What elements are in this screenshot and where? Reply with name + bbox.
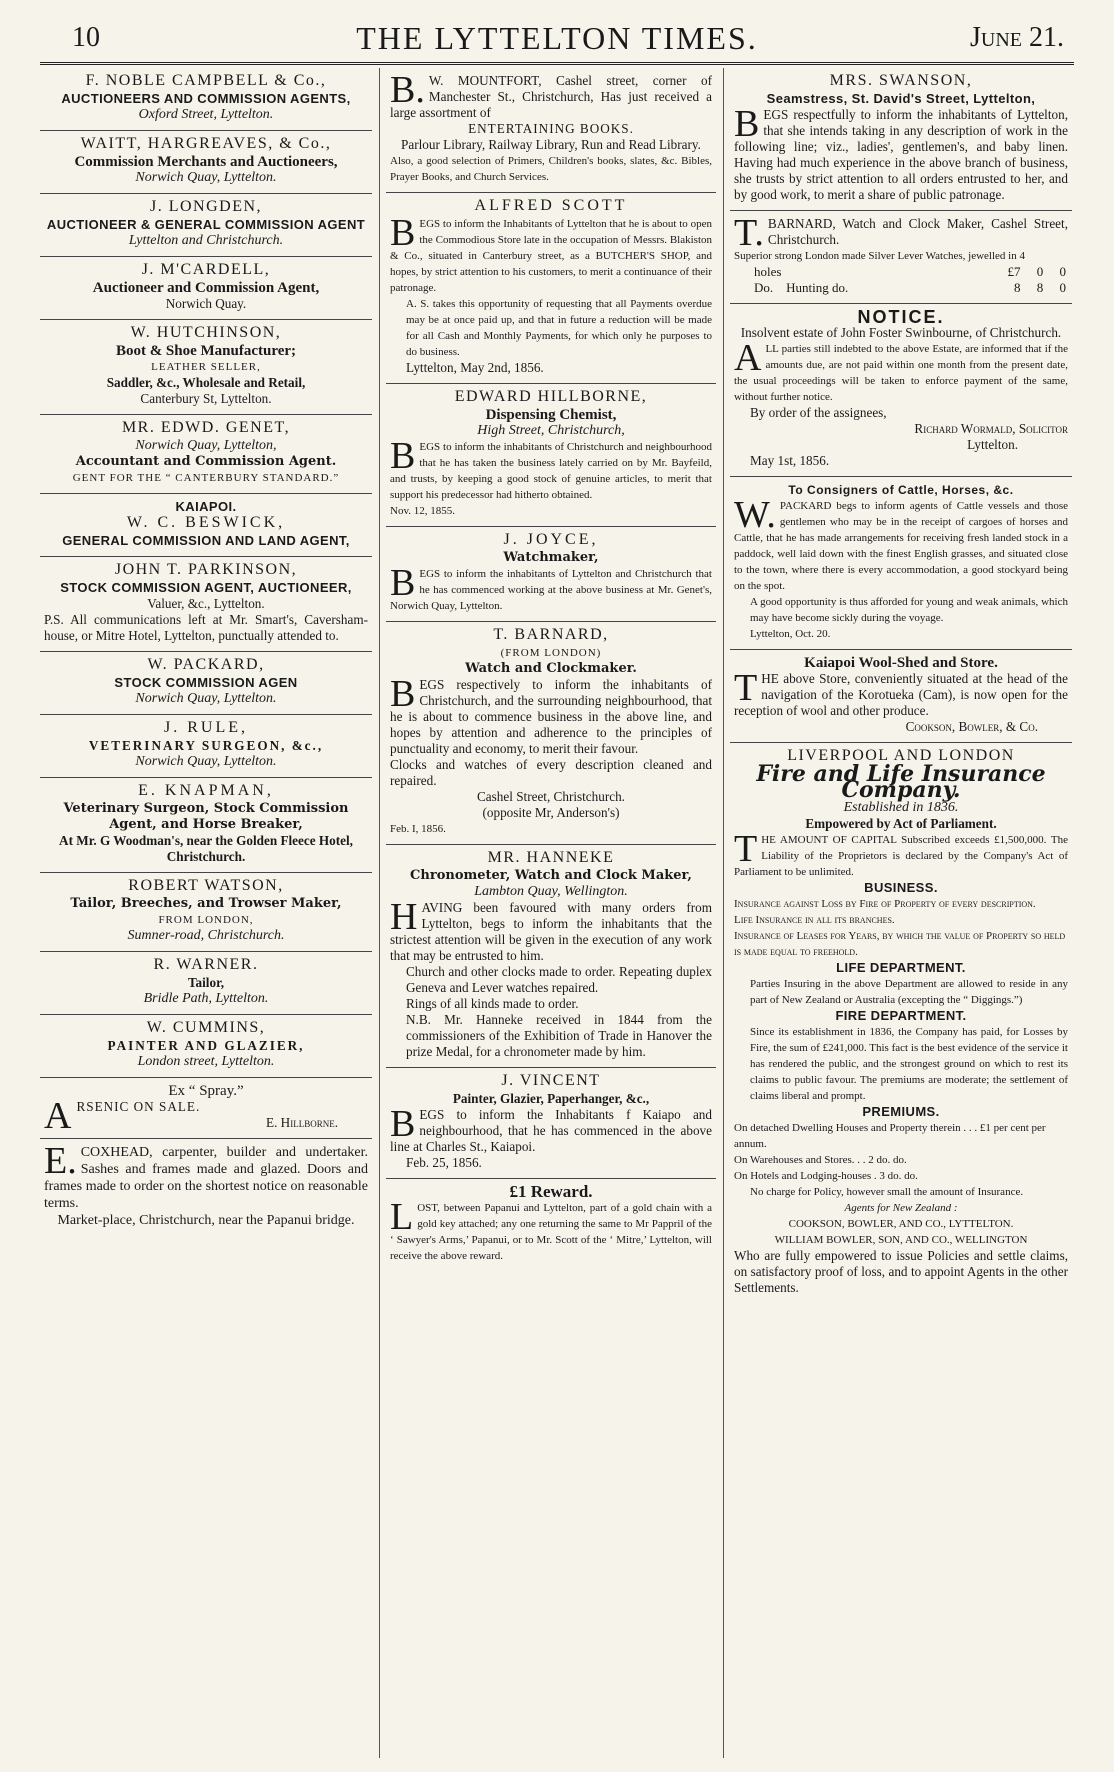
ad-address: Cashel Street, Christchurch. — [477, 789, 625, 804]
ad-title: Watch and Clockmaker. — [465, 661, 637, 676]
ad-body: Parties Insuring in the above Department are allowed to reside in any part of New Zealand or Australia (excepting the “ Diggings.”) — [750, 978, 1068, 1006]
ad-alfred-scott — [386, 193, 716, 384]
ad-name: MRS. SWANSON, — [829, 72, 973, 89]
ad-address: At Mr. G Woodman's, near the Golden Fleece Hotel, Christchurch. — [59, 833, 353, 864]
masthead — [40, 18, 1074, 65]
ad-title: PAINTER AND GLAZIER, — [107, 1038, 305, 1053]
ad-barnard — [386, 622, 716, 845]
ad-beswick — [40, 494, 372, 557]
ad-title: Tailor, — [187, 975, 225, 990]
price-shillings: 0 — [1036, 264, 1044, 279]
ad-knapman — [40, 778, 372, 873]
ad-body: ARSENIC ON SALE. — [44, 1095, 201, 1137]
price-pounds: 8 — [1014, 280, 1021, 295]
section-heading: Agents for New Zealand : — [844, 1202, 958, 1214]
ad-address: Lyttelton and Christchurch. — [128, 233, 284, 248]
ad-body: Since its establishment in 1836, the Company has paid, for Losses by Fire, the sum of £241,000. This fact is the best evidence of the service it has rendered the public, and the strongest ground on which to rest its claims to public favour. The premiums are moderate; the settlement of claims liberal and prompt. — [750, 1026, 1068, 1102]
ad-packard — [40, 652, 372, 715]
ad-address: London street, Lyttelton. — [137, 1054, 275, 1069]
ad-date: Lyttelton, May 2nd, 1856. — [406, 360, 544, 375]
ad-line: Established in 1836. — [843, 800, 959, 815]
ad-noble-campbell — [40, 68, 372, 131]
ad-name: ROBERT WATSON, — [128, 877, 284, 894]
ad-swanson — [730, 68, 1072, 211]
ad-name: LIVERPOOL AND LONDON — [787, 747, 1015, 764]
ad-title: Seamstress, St. David's Street, Lyttelton, — [766, 91, 1036, 106]
ad-address: Lambton Quay, Wellington. — [474, 884, 628, 899]
ad-line: Parlour Library, Railway Library, Run and Read Library. — [401, 137, 701, 152]
ad-date: Feb. I, 1856. — [390, 823, 446, 835]
ad-reward — [386, 1179, 716, 1271]
price-table — [734, 264, 1068, 296]
ad-address: Bridle Path, Lyttelton. — [143, 991, 269, 1006]
ad-kicker: To Consigners of Cattle, Horses, &c. — [788, 483, 1014, 497]
ad-title: STOCK COMMISSION AGEN — [114, 675, 298, 690]
ad-title: STOCK COMMISSION AGENT, AUCTIONEER, — [60, 580, 352, 595]
ad-mountfort — [386, 68, 716, 193]
ad-address: Market-place, Christchurch, near the Papanui bridge. — [57, 1213, 355, 1228]
ad-body: BEGS to inform the Inhabitants f Kaiapo and neighbourhood, that he has commenced in the above line at Charles St., Kaiapoi. — [390, 1103, 712, 1154]
ad-title: Auctioneer and Commission Agent, — [92, 280, 320, 296]
column-3 — [730, 68, 1072, 1758]
section-heading: FIRE DEPARTMENT. — [835, 1008, 967, 1023]
ad-title: VETERINARY SURGEON, &c., — [88, 738, 324, 753]
ad-hutchinson — [40, 320, 372, 415]
ad-line: (FROM LONDON) — [500, 647, 602, 659]
column-2 — [386, 68, 716, 1758]
ad-signer: Cookson, Bowler, & Co. — [905, 719, 1038, 734]
ad-body: Who are fully empowered to issue Policies and settle claims, on satisfactory proof of loss, and to appoint Agents in the other Settlements. — [734, 1248, 1068, 1295]
ad-body: Rings of all kinds made to order. — [406, 996, 579, 1011]
ad-line: FROM LONDON, — [158, 914, 254, 926]
ad-date: Lyttelton, Oct. 20. — [750, 628, 831, 640]
ad-signer: E. Hillborne. — [266, 1115, 338, 1130]
ad-line: Also, a good selection of Primers, Children's books, slates, &c. Bibles, Prayer Books, and Church Services. — [390, 155, 712, 183]
ad-name: MR. EDWD. GENET, — [121, 419, 291, 436]
ad-parkinson — [40, 557, 372, 652]
agent-line: COOKSON, BOWLER, AND CO., LYTTELTON. — [788, 1218, 1014, 1230]
price-shillings: 8 — [1036, 280, 1044, 295]
ad-date: May 1st, 1856. — [750, 453, 830, 468]
ad-packard-cattle — [730, 477, 1072, 650]
ad-body: Church and other clocks made to order. Repeating duplex Geneva and Lever watches repaired. — [406, 964, 712, 995]
ad-body: HAVING been favoured with many orders from Lyttelton, begs to inform the inhabitants that the strictest attention will be given in the execution of any work that may be entrusted to him. — [390, 896, 712, 963]
ad-title: Boot & Shoe Manufacturer; — [115, 343, 297, 359]
ad-body: B.W. MOUNTFORT, Cashel street, corner of Manchester St., Christchurch, Has just received a large assortment of — [390, 69, 712, 120]
business-item: Life Insurance in all its branches. — [734, 914, 895, 926]
ad-address: Norwich Quay, Lyttelton. — [135, 691, 277, 706]
ad-hillborne — [386, 384, 716, 527]
ad-name: MR. HANNEKE — [487, 849, 615, 866]
ad-address: Norwich Quay, Lyttelton. — [135, 170, 277, 185]
ad-name: EDWARD HILLBORNE, — [454, 388, 648, 405]
ad-title: Veterinary Surgeon, Stock Commission Agent, and Horse Breaker, — [63, 801, 349, 832]
ad-body: N.B. Mr. Hanneke received in 1844 from the commissioners of the Exhibition of Trade in Hanover the prize Medal, for a chronometer made by him. — [406, 1012, 712, 1059]
ad-address: Norwich Quay, Lyttelton, — [135, 438, 277, 453]
ad-name: W. HUTCHINSON, — [130, 324, 282, 341]
notice-heading: NOTICE. — [857, 307, 945, 327]
ad-name: J. JOYCE, — [503, 531, 599, 548]
ad-title: £1 Reward. — [509, 1182, 593, 1201]
ad-vincent — [386, 1068, 716, 1179]
ad-name: JOHN T. PARKINSON, — [114, 561, 298, 578]
ad-address: Norwich Quay. — [165, 296, 247, 311]
price-row — [734, 280, 1068, 296]
ad-notice — [730, 304, 1072, 477]
ad-date: Nov. 12, 1855. — [390, 505, 455, 517]
ad-joyce — [386, 527, 716, 622]
ad-body: BEGS respectfully to inform the inhabitants of Lyttelton, that she intends taking in any description of work in the following line; viz., ladies', gentlemen's, and baby linen. Having had much experience in the above branch of business, she trusts by strict attention to all orders entrusted to her, and by good work, to merit a share of public patronage. — [734, 103, 1068, 202]
ad-date: Feb. 25, 1856. — [406, 1155, 482, 1170]
ad-name: J. VINCENT — [501, 1072, 601, 1089]
ad-title: ENTERTAINING BOOKS. — [468, 121, 634, 136]
ad-waitt-hargreaves — [40, 131, 372, 194]
ad-title: Commission Merchants and Auctioneers, — [74, 154, 338, 170]
ad-rule — [40, 715, 372, 778]
ad-title: Fire and Life Insurance Company. — [756, 761, 1046, 803]
ad-line: Valuer, &c., Lyttelton. — [147, 596, 265, 611]
business-item: Insurance of Leases for Years, by which the value of Property so held is made equal to freehold. — [734, 930, 1066, 958]
ad-line: GENT FOR THE “ CANTERBURY STANDARD.” — [72, 472, 340, 484]
ad-body: P.S. All communications left at Mr. Smart's, Caversham-house, or Mitre Hotel, Lyttelton, punctually attended to. — [44, 612, 368, 643]
ad-watson — [40, 873, 372, 952]
ad-body: BEGS to inform the inhabitants of Christchurch and neighbourhood that he has taken the business lately carried on by Mr. Bayfeild, and trusts, by keeping a good stock of genuine articles, to merit that support his predecessor had hitherto obtained. — [390, 435, 712, 501]
ad-name: W. C. BESWICK, — [126, 514, 286, 531]
ad-woolshed — [730, 650, 1072, 743]
section-heading: BUSINESS. — [864, 880, 938, 895]
ad-body: ALL parties still indebted to the above Estate, are informed that if the amounts due, are not paid within one month from the present date, the usual proceedings will be taken to enforce payment of the same, without further notice. — [734, 337, 1068, 403]
ad-place: Lyttelton. — [967, 437, 1018, 452]
ad-spray — [40, 1078, 372, 1139]
premium-item: On Warehouses and Stores. . . 2 do. do. — [734, 1154, 907, 1166]
ad-body: Clocks and watches of every description cleaned and repaired. — [390, 757, 712, 788]
ad-name: F. NOBLE CAMPBELL & Co., — [85, 72, 327, 89]
ad-body: A. S. takes this opportunity of requesting that all Payments overdue may be at once paid up, and that in future a reduction will be made for all Cash and Monthly Payments, for which only he purposes to do business. — [406, 298, 712, 358]
ad-body: BEGS to inform the inhabitants of Lyttelton and Christchurch that he has commenced working at the above business at Mr. Genet's, Norwich Quay, Lyttelton. — [390, 562, 712, 612]
ad-line: Saddler, &c., Wholesale and Retail, — [106, 375, 306, 390]
price-pence: 0 — [1059, 280, 1066, 295]
ad-title: AUCTIONEER & GENERAL COMMISSION AGENT — [46, 217, 366, 232]
ad-body: BEGS to inform the Inhabitants of Lyttelton that he is about to open the Commodious Store late in the occupation of Messrs. Blakiston & Co., situated in Canterbury street, as a BUTCHER'S SHOP, and hopes, by strict attention to his customers, to merit a continuance of their patronage. — [390, 212, 712, 294]
ad-address: (opposite Mr, Anderson's) — [482, 805, 620, 820]
ad-coxhead — [40, 1139, 372, 1236]
ad-name: W. CUMMINS, — [146, 1019, 266, 1036]
ad-body: THE AMOUNT OF CAPITAL Subscribed exceeds £1,500,000. The Liability of the Proprietors is declared by the Company's Act of Parliament to be unlimited. — [734, 828, 1068, 878]
column-1 — [40, 68, 372, 1758]
ad-title: Watchmaker, — [503, 550, 599, 565]
ad-name: ALFRED SCOTT — [474, 197, 628, 214]
ad-warner — [40, 952, 372, 1015]
ad-place: KAIAPOI. — [175, 499, 237, 514]
column-rule — [723, 68, 724, 1758]
page-number: 10 — [72, 22, 100, 53]
ad-body: W.PACKARD begs to inform agents of Cattle vessels and those gentlemen who may be in the receipt of cargoes of horses and Cattle, that he has made arrangements for receiving fresh landed stock in a paddock, well laid down with the finest English grasses, and situated close to the town, where there is every accommodation, a good stockyard being on the spot. — [734, 494, 1068, 592]
ad-body: THE above Store, conveniently situated at the head of the navigation of the Korotueka (Cam), is now open for the reception of wool and other produce. — [734, 667, 1068, 718]
ad-line: Superior strong London made Silver Lever Watches, jewelled in 4 — [734, 250, 1025, 262]
ad-name: WAITT, HARGREAVES, & Co., — [80, 135, 332, 152]
premium-item: On Hotels and Lodging-houses . 3 do. do. — [734, 1170, 918, 1182]
ad-address: Norwich Quay, Lyttelton. — [135, 754, 277, 769]
ad-line: LEATHER SELLER, — [151, 361, 261, 373]
ad-title: Tailor, Breeches, and Trowser Maker, — [70, 896, 342, 911]
ad-body: A good opportunity is thus afforded for young and weak animals, which may have become sickly during the voyage. — [750, 596, 1068, 624]
ad-title: Painter, Glazier, Paperhanger, &c., — [452, 1091, 650, 1106]
ad-address: Canterbury St, Lyttelton. — [140, 391, 272, 406]
ad-title: Accountant and Commission Agent. — [75, 454, 337, 469]
ad-title: Chronometer, Watch and Clock Maker, — [410, 868, 692, 883]
ad-hanneke — [386, 845, 716, 1068]
ad-line: Empowered by Act of Parliament. — [805, 816, 997, 831]
ad-title: GENERAL COMMISSION AND LAND AGENT, — [62, 533, 350, 548]
price-label: holes — [754, 264, 782, 279]
column-rule — [379, 68, 380, 1758]
ad-line: Insolvent estate of John Foster Swinbourne, of Christchurch. — [740, 325, 1062, 340]
ad-name: J. LONGDEN, — [149, 198, 263, 215]
section-heading: PREMIUMS. — [862, 1104, 940, 1119]
ad-name: W. PACKARD, — [147, 656, 265, 673]
ad-address: High Street, Christchurch, — [477, 423, 625, 438]
premium-item: On detached Dwelling Houses and Property therein . . . £1 per cent per annum. — [734, 1122, 1046, 1150]
ad-longden — [40, 194, 372, 257]
ad-body: E.COXHEAD, carpenter, builder and undertaker. Sashes and frames made and glazed. Doors and frames made to order on the shortest notice on reasonable terms. — [44, 1140, 368, 1211]
price-label: Do. Hunting do. — [754, 280, 849, 295]
ad-body: BEGS respectively to inform the inhabitants of Christchurch, and the surrounding neighbourhood, that he is about to commence business in the above line, and hopes by attention and adherence to the principles of punctuality and economy, to merit their favour. — [390, 673, 712, 756]
ad-name: J. M'CARDELL, — [141, 261, 271, 278]
ad-title: Ex “ Spray.” — [168, 1083, 244, 1099]
ad-name: E. KNAPMAN, — [138, 782, 274, 799]
ad-name: J. RULE, — [164, 719, 248, 736]
ad-address: Oxford Street, Lyttelton. — [138, 107, 274, 122]
ad-title: Dispensing Chemist, — [485, 407, 617, 423]
ad-barnard-watches — [730, 211, 1072, 304]
agent-line: WILLIAM BOWLER, SON, AND CO., WELLINGTON — [774, 1234, 1028, 1246]
issue-date: June 21. — [970, 22, 1064, 53]
ad-body: LOST, between Papanui and Lyttelton, part of a gold chain with a gold key attached; any one returning the same to Mr Pappril of the ‘ Sawyer's Arms,’ Papanui, or to Mr. Scott of the ‘ Mitre,’ Lyttelton, will receive the above reward. — [390, 1196, 712, 1262]
price-pounds: £7 — [1007, 264, 1021, 279]
ad-mccardell — [40, 257, 372, 320]
ad-genet — [40, 415, 372, 494]
ad-line: By order of the assignees, — [750, 405, 887, 420]
ad-title: Kaiapoi Wool-Shed and Store. — [804, 655, 998, 671]
ad-address: Sumner-road, Christchurch. — [127, 928, 285, 943]
price-pence: 0 — [1059, 264, 1066, 279]
premium-item: No charge for Policy, however small the amount of Insurance. — [750, 1186, 1024, 1198]
price-row — [734, 264, 1068, 280]
section-heading: LIFE DEPARTMENT. — [836, 960, 966, 975]
ad-title: AUCTIONEERS AND COMMISSION AGENTS, — [61, 91, 351, 106]
ad-insurance — [730, 743, 1072, 1303]
ad-body: T.BARNARD, Watch and Clock Maker, Cashel Street, Christchurch. — [734, 212, 1068, 254]
newspaper-title: THE LYTTELTON TIMES. — [356, 20, 758, 56]
business-item: Insurance against Loss by Fire of Property of every description. — [734, 898, 1036, 910]
ad-cummins — [40, 1015, 372, 1078]
ad-name: R. WARNER. — [153, 956, 259, 973]
ad-signer: Richard Wormald, Solicitor — [914, 421, 1068, 436]
ad-name: T. BARNARD, — [493, 626, 609, 643]
